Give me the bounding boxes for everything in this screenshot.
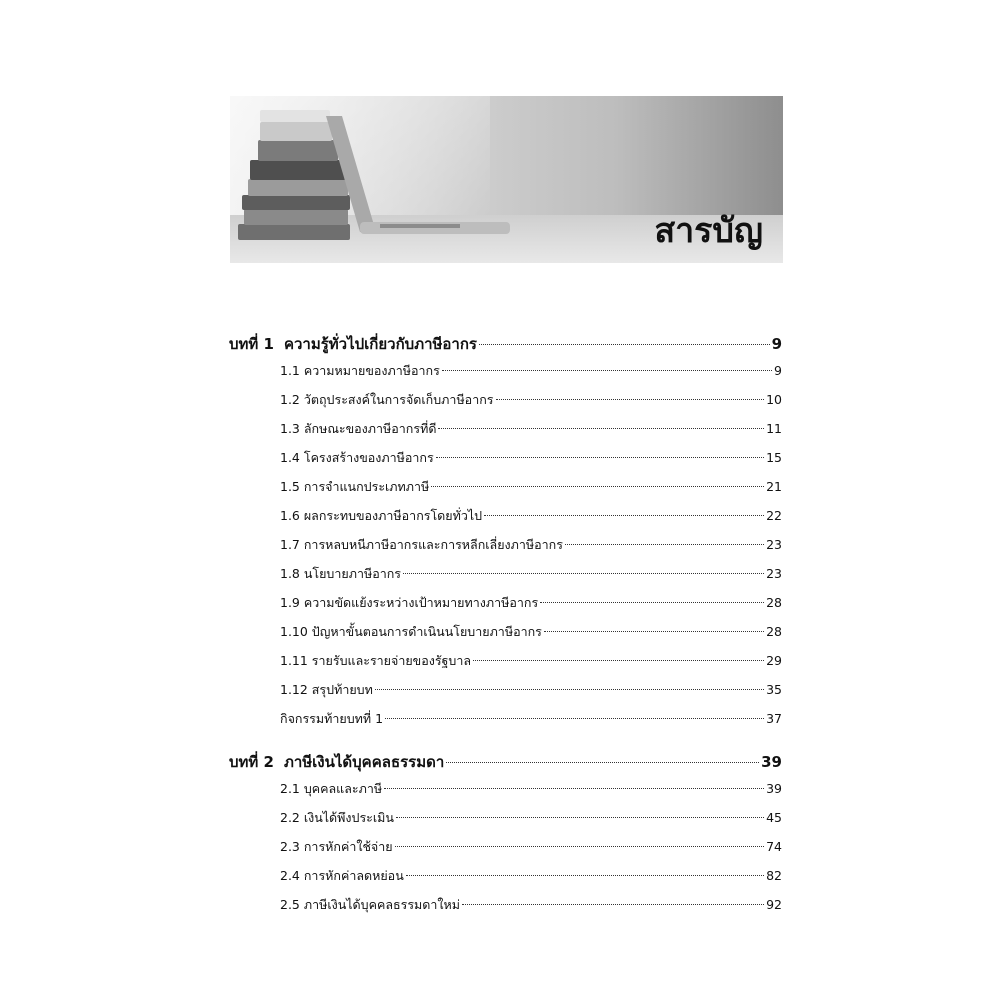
dot-leader [385, 707, 764, 719]
entry-title: 1.10 ปัญหาขั้นตอนการดำเนินนโยบายภาษีอากร [280, 624, 542, 639]
toc-entry[interactable] [229, 837, 782, 866]
page-number: 15 [766, 450, 782, 465]
chapter-title [229, 750, 444, 774]
page-number: 21 [766, 479, 782, 494]
toc-entry[interactable] [229, 808, 782, 837]
page-number: 74 [766, 839, 782, 854]
header-banner [230, 96, 783, 263]
dot-leader [484, 504, 764, 516]
page-number: 39 [761, 753, 782, 771]
entry-title: 1.1 ความหมายของภาษีอากร [280, 363, 440, 378]
dot-leader [403, 562, 764, 574]
toc-entry[interactable] [229, 564, 782, 593]
chapter-row[interactable] [229, 750, 782, 779]
dot-leader [473, 649, 764, 661]
page-number: 92 [766, 897, 782, 912]
chapter-label: บทที่ 1 [229, 335, 274, 353]
page-number: 11 [766, 421, 782, 436]
table-of-contents [229, 332, 782, 924]
entry-title: 1.12 สรุปท้ายบท [280, 682, 373, 697]
chapter-name: ภาษีเงินได้บุคคลธรรมดา [283, 753, 445, 771]
toc-entry[interactable] [229, 866, 782, 895]
toc-entry[interactable] [229, 779, 782, 808]
dot-leader [384, 777, 764, 789]
toc-entry[interactable] [229, 361, 782, 390]
page-number: 39 [766, 781, 782, 796]
chapter-title [229, 332, 477, 356]
dot-leader [442, 359, 772, 371]
dot-leader [406, 864, 764, 876]
dot-leader [375, 678, 764, 690]
toc-entry[interactable] [229, 680, 782, 709]
entry-title: 2.2 เงินได้พึงประเมิน [280, 810, 394, 825]
toc-entry[interactable] [229, 535, 782, 564]
toc-entry[interactable] [229, 477, 782, 506]
page-number: 35 [766, 682, 782, 697]
entry-title: 1.6 ผลกระทบของภาษีอากรโดยทั่วไป [280, 508, 483, 523]
dot-leader [462, 893, 764, 905]
dot-leader [438, 417, 764, 429]
toc-entry[interactable] [229, 895, 782, 924]
entry-title: 1.9 ความขัดแย้งระหว่างเป้าหมายทางภาษีอากร [280, 595, 539, 610]
banner-title: สารบัญ [654, 211, 763, 251]
chapter-spacer [229, 738, 782, 750]
toc-entry[interactable] [229, 709, 782, 738]
toc-entry[interactable] [229, 419, 782, 448]
entry-title: 2.5 ภาษีเงินได้บุคคลธรรมดาใหม่ [280, 897, 461, 912]
page-number: 82 [766, 868, 782, 883]
page-number: 45 [766, 810, 782, 825]
entry-title: กิจกรรมท้ายบทที่ 1 [280, 711, 384, 726]
entry-title: 2.4 การหักค่าลดหย่อน [280, 868, 404, 883]
dot-leader [431, 475, 764, 487]
toc-entry[interactable] [229, 390, 782, 419]
page-number: 23 [766, 537, 782, 552]
dot-leader [540, 591, 764, 603]
dot-leader [479, 331, 770, 345]
toc-entry[interactable] [229, 622, 782, 651]
toc-entry[interactable] [229, 448, 782, 477]
entry-title: 1.2 วัตถุประสงค์ในการจัดเก็บภาษีอากร [280, 392, 494, 407]
toc-entry[interactable] [229, 506, 782, 535]
entry-title: 2.1 บุคคลและภาษี [280, 781, 383, 796]
page-number: 29 [766, 653, 782, 668]
dot-leader [446, 749, 759, 763]
entry-title: 1.5 การจำแนกประเภทภาษี [280, 479, 430, 494]
page-number: 22 [766, 508, 782, 523]
toc-entry[interactable] [229, 651, 782, 680]
entry-title: 1.11 รายรับและรายจ่ายของรัฐบาล [280, 653, 472, 668]
dot-leader [436, 446, 764, 458]
toc-entry[interactable] [229, 593, 782, 622]
dot-leader [544, 620, 764, 632]
page-number: 28 [766, 595, 782, 610]
chapter-label: บทที่ 2 [229, 753, 274, 771]
page-number: 9 [771, 335, 782, 353]
dot-leader [565, 533, 764, 545]
page-number: 10 [766, 392, 782, 407]
dot-leader [396, 806, 764, 818]
chapter-name: ความรู้ทั่วไปเกี่ยวกับภาษีอากร [283, 335, 477, 353]
page-number: 9 [774, 363, 782, 378]
page-number: 37 [766, 711, 782, 726]
entry-title: 2.3 การหักค่าใช้จ่าย [280, 839, 393, 854]
entry-title: 1.4 โครงสร้างของภาษีอากร [280, 450, 434, 465]
entry-title: 1.8 นโยบายภาษีอากร [280, 566, 402, 581]
chapter-row[interactable] [229, 332, 782, 361]
entry-title: 1.7 การหลบหนีภาษีอากรและการหลีกเลี่ยงภาษีอากร [280, 537, 563, 552]
page-number: 23 [766, 566, 782, 581]
dot-leader [395, 835, 764, 847]
entry-title: 1.3 ลักษณะของภาษีอากรที่ดี [280, 421, 437, 436]
page-number: 28 [766, 624, 782, 639]
dot-leader [496, 388, 765, 400]
